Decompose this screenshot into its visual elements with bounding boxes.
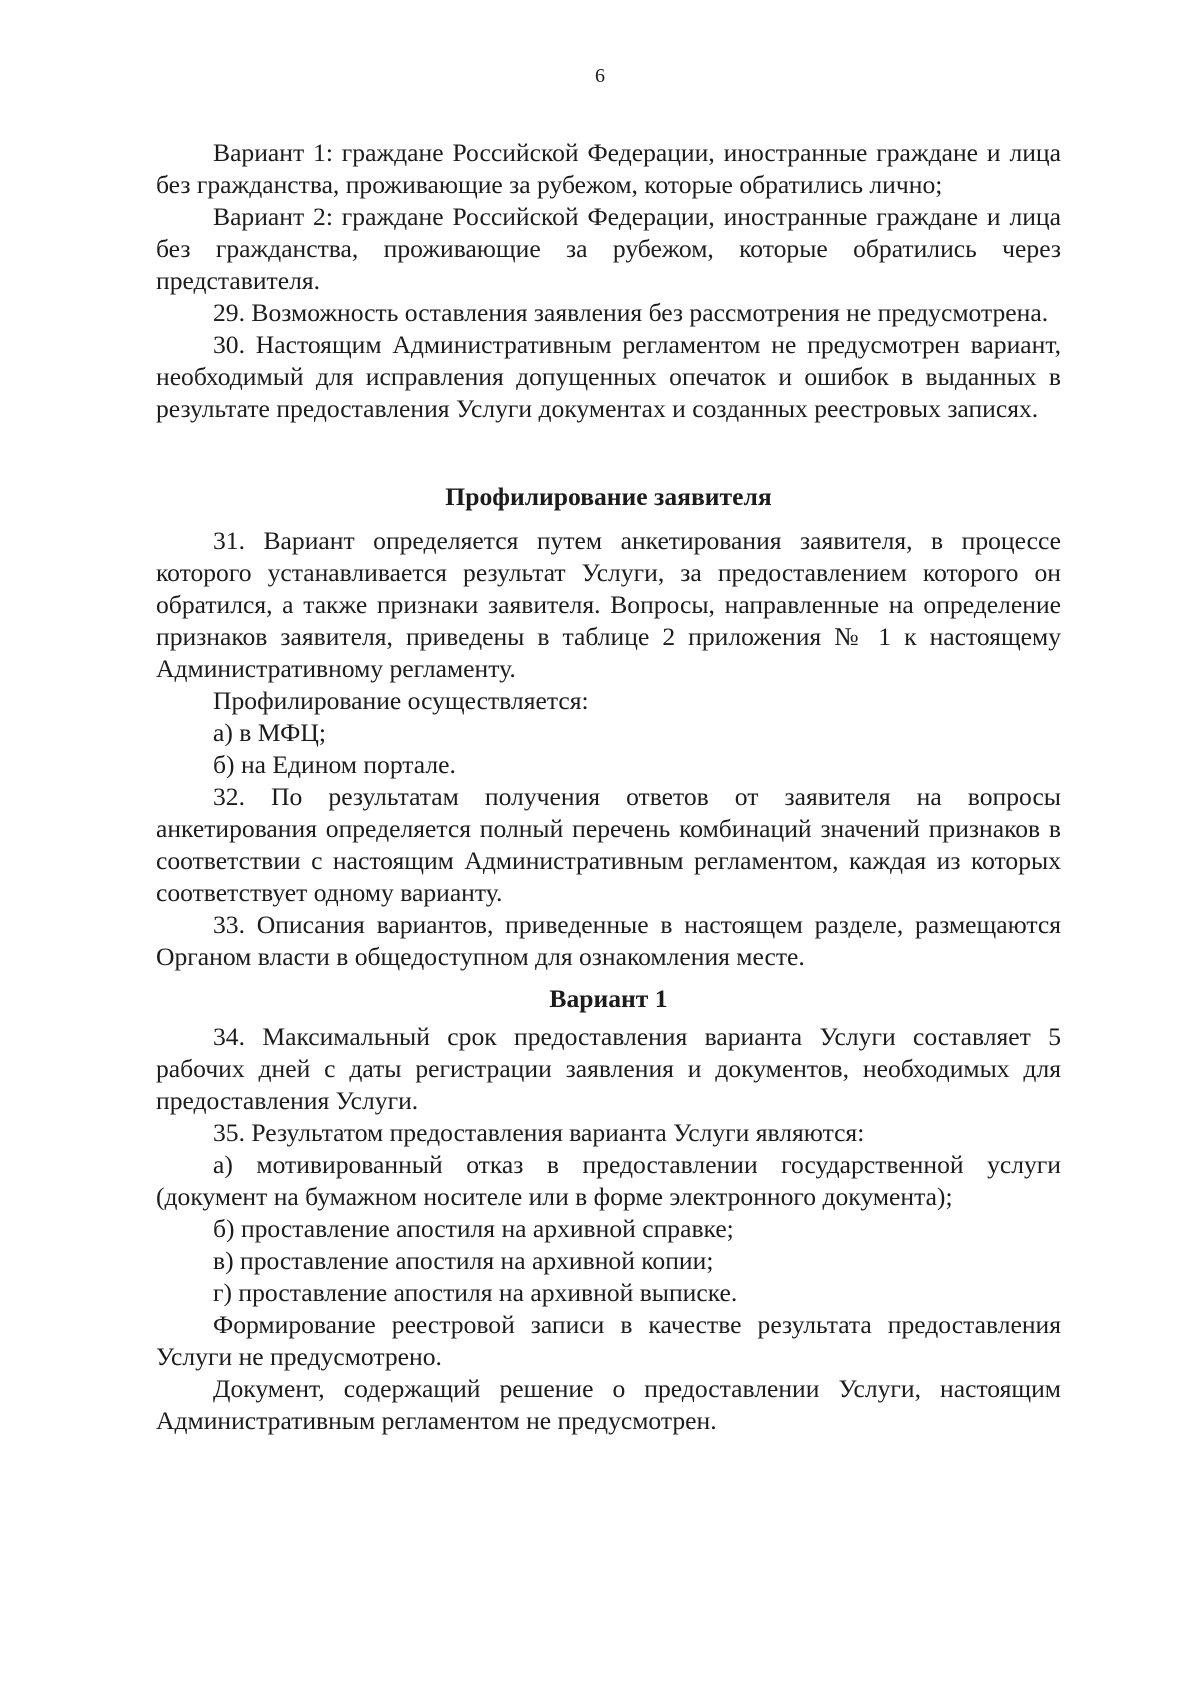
paragraph-34: 34. Максимальный срок предоставления варианта Услуги составляет 5 рабочих дней с даты регистрации заявления и документов, необходимых для предоставления Услуги.: [156, 1022, 1061, 1115]
registry-record-note: Формирование реестровой записи в качестве результата предоставления Услуги не предусмотрено.: [156, 1310, 1061, 1371]
page-number: 6: [595, 65, 605, 87]
paragraph-30: 30. Настоящим Административным регламентом не предусмотрен вариант, необходимый для исправления допущенных опечаток и ошибок в выданных в результате предоставления Услуги документах и созданных реестровых записях.: [156, 330, 1061, 423]
variant-2-description: Вариант 2: граждане Российской Федерации, иностранные граждане и лица без гражданства, проживающие за рубежом, которые обратились через представителя.: [156, 202, 1061, 295]
paragraph-33: 33. Описания вариантов, приведенные в настоящем разделе, размещаются Органом власти в общедоступном для ознакомления месте.: [156, 910, 1061, 971]
profiling-intro: Профилирование осуществляется:: [213, 686, 589, 715]
paragraph-32: 32. По результатам получения ответов от заявителя на вопросы анкетирования определяется полный перечень комбинаций значений признаков в соответствии с настоящим Административным регламентом, каждая из которых соответствует одному варианту.: [156, 782, 1061, 907]
paragraph-31: 31. Вариант определяется путем анкетирования заявителя, в процессе которого устанавливается результат Услуги, за предоставлением которого он обратился, а также признаки заявителя. Вопросы, направленные на определение признаков заявителя, приведены в таблице 2 приложения № 1 к настоящему Административному регламенту.: [156, 526, 1061, 683]
paragraph-35: 35. Результатом предоставления варианта Услуги являются:: [213, 1118, 865, 1147]
profiling-item-mfc: а) в МФЦ;: [213, 718, 326, 747]
result-item-refusal: а) мотивированный отказ в предоставлении государственной услуги (документ на бумажном носителе или в форме электронного документа);: [156, 1150, 1061, 1211]
result-item-apostille-extract: г) проставление апостиля на архивной выписке.: [213, 1278, 738, 1307]
profiling-item-portal: б) на Едином портале.: [213, 750, 456, 779]
section-heading-profiling: Профилирование заявителя: [445, 482, 772, 511]
document-body: [156, 137, 1061, 1437]
paragraph-29: 29. Возможность оставления заявления без рассмотрения не предусмотрена.: [213, 298, 1049, 327]
result-item-apostille-copy: в) проставление апостиля на архивной копии;: [213, 1246, 714, 1275]
decision-document-note: Документ, содержащий решение о предоставлении Услуги, настоящим Административным регламентом не предусмотрен.: [156, 1374, 1061, 1435]
result-item-apostille-certificate: б) проставление апостиля на архивной справке;: [213, 1214, 734, 1243]
variant-1-description: Вариант 1: граждане Российской Федерации, иностранные граждане и лица без гражданства, проживающие за рубежом, которые обратились лично;: [156, 138, 1061, 199]
section-heading-variant-1: Вариант 1: [549, 984, 668, 1013]
